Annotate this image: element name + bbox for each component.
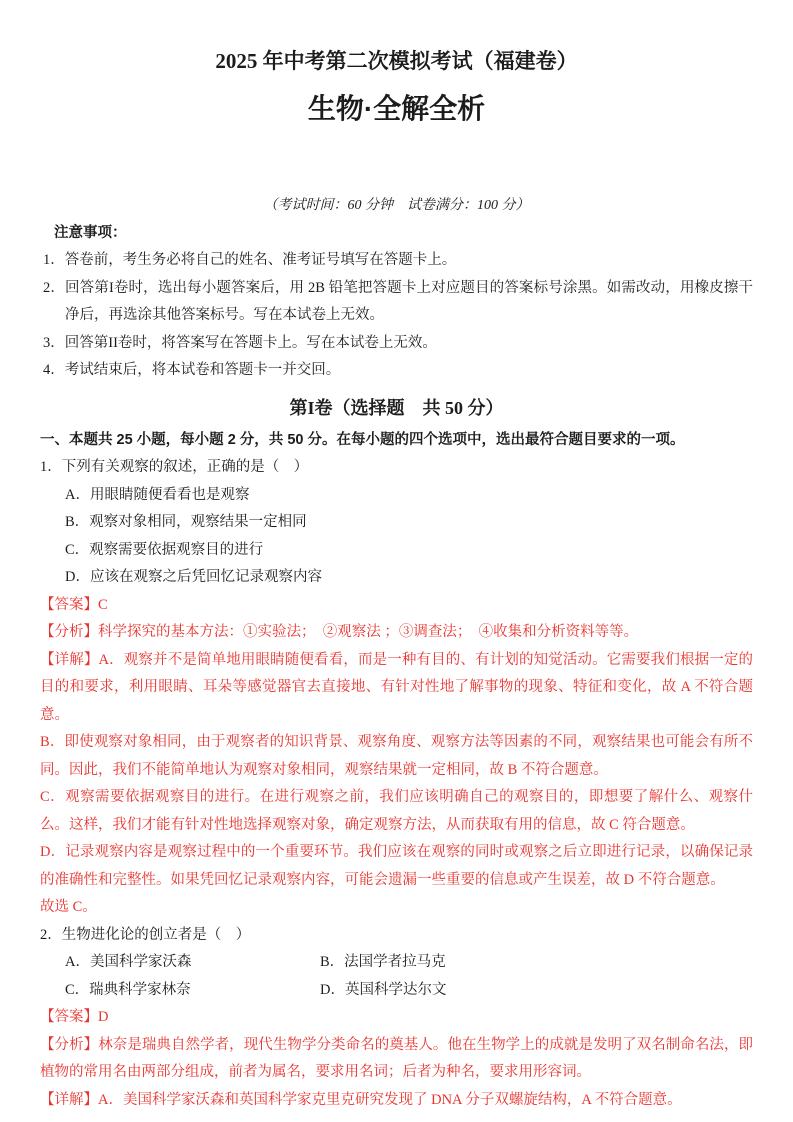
question-1-analysis-line [40, 619, 753, 647]
analysis-text: 林奈是瑞典自然学者，现代生物学分类命名的奠基人。他在生物学上的成就是发明了双名制命名法，即植物的常用名由两部分组成，前者为属名，要求用名词；后者为种名，要求用形容词。 [40, 1036, 754, 1080]
question-1-detail-a [40, 647, 753, 730]
notice-item-1: 1．答卷前，考生务必将自己的姓名、准考证号填写在答题卡上。 [43, 252, 457, 268]
exam-info-line: （考试时间：60 分钟 试卷满分：100 分） [263, 198, 530, 213]
question-1-option-d: D．应该在观察之后凭回忆记录观察内容 [65, 569, 322, 585]
section-title: 第I卷（选择题 共 50 分） [289, 397, 504, 418]
detail-text: A．美国科学家沃森和英国科学家克里克研究发现了 DNA 分子双螺旋结构，A 不符合题意。 [98, 1091, 682, 1108]
question-1-detail-d: D．记录观察内容是观察过程中的一个重要环节。我们应该在观察的同时或观察之后立即进行记录，以确保记录的准确性和完整性。如果凭回忆记录观察内容，可能会遗漏一些重要的信息或产生误差，故 D 不符合题意。 [40, 844, 753, 888]
question-2-options [40, 949, 753, 1004]
analysis-label: 【分析】 [40, 624, 98, 640]
notice-item-3: 3．回答第II卷时，将答案写在答题卡上。写在本试卷上无效。 [43, 334, 437, 351]
section-instruction: 一、本题共 25 小题，每小题 2 分，共 50 分。在每小题的四个选项中，选出最符合题目要求的一项。 [40, 431, 685, 448]
question-1-stem: 1．下列有关观察的叙述，正确的是（ ） [40, 459, 309, 475]
exam-title: 2025 年中考第二次模拟考试（福建卷） [215, 49, 578, 73]
question-2-option-d: D．英国科学达尔文 [320, 981, 447, 998]
question-2-option-c: C．瑞典科学家林奈 [65, 981, 191, 998]
detail-text: A．观察并不是简单地用眼睛随便看看，而是一种有目的、有计划的知觉活动。它需要我们根据一定的目的和要求，利用眼睛、耳朵等感觉器官去直接地、有针对性地了解事物的现象、特征和变化，故 A 不符合题意。 [40, 651, 754, 723]
question-2-answer-line [40, 1004, 753, 1032]
question-1-option-c: C．观察需要依据观察目的进行 [65, 541, 264, 558]
question-2-stem: 2．生物进化论的创立者是（ ） [40, 926, 251, 943]
notice-item-2: 2．回答第I卷时，选出每小题答案后，用 2B 铅笔把答题卡上对应题目的答案标号涂黑。如需改动，用橡皮擦干净后，再选涂其他答案标号。写在本试卷上无效。 [43, 279, 753, 323]
question-1-conclusion: 故选 C。 [40, 899, 97, 915]
question-2-detail-a [40, 1087, 753, 1115]
notice-heading: 注意事项： [54, 224, 127, 241]
question-1-answer-line [40, 592, 753, 620]
analysis-text: 科学探究的基本方法：①实验法； ②观察法 ；③调查法； ④收集和分析资料等等。 [98, 624, 639, 640]
answer-label: 【答案】 [40, 1009, 98, 1025]
answer-value: C [98, 596, 108, 613]
detail-label: 【详解】 [40, 1091, 98, 1108]
question-1-detail-c: C．观察需要依据观察目的进行。在进行观察之前，我们应该明确自己的观察目的，即想要了解什么、观察什么。这样，我们才能有针对性地选择观察对象，确定观察方法，从而获取有用的信息，故 C 符合题意。 [40, 789, 753, 833]
question-2-option-a: A．美国科学家沃森 [65, 954, 192, 970]
question-1-option-a: A．用眼睛随便看看也是观察 [65, 486, 250, 503]
question-2-analysis-line [40, 1032, 753, 1087]
notice-item-4: 4．考试结束后，将本试卷和答题卡一并交回。 [43, 362, 341, 378]
question-2-option-b: B．法国学者拉马克 [320, 954, 446, 970]
question-1-option-b: B．观察对象相同，观察结果一定相同 [65, 514, 307, 530]
answer-value: D [98, 1009, 109, 1025]
answer-label: 【答案】 [40, 596, 98, 613]
detail-label: 【详解】 [40, 651, 99, 668]
analysis-label: 【分析】 [40, 1036, 99, 1053]
exam-subtitle: 生物·全解全析 [307, 93, 486, 124]
question-1-detail-b: B．即使观察对象相同，由于观察者的知识背景、观察角度、观察方法等因素的不同，观察结果也可能会有所不同。因此，我们不能简单地认为观察对象相同，观察结果就一定相同，故 B 不符合题意。 [40, 734, 753, 778]
